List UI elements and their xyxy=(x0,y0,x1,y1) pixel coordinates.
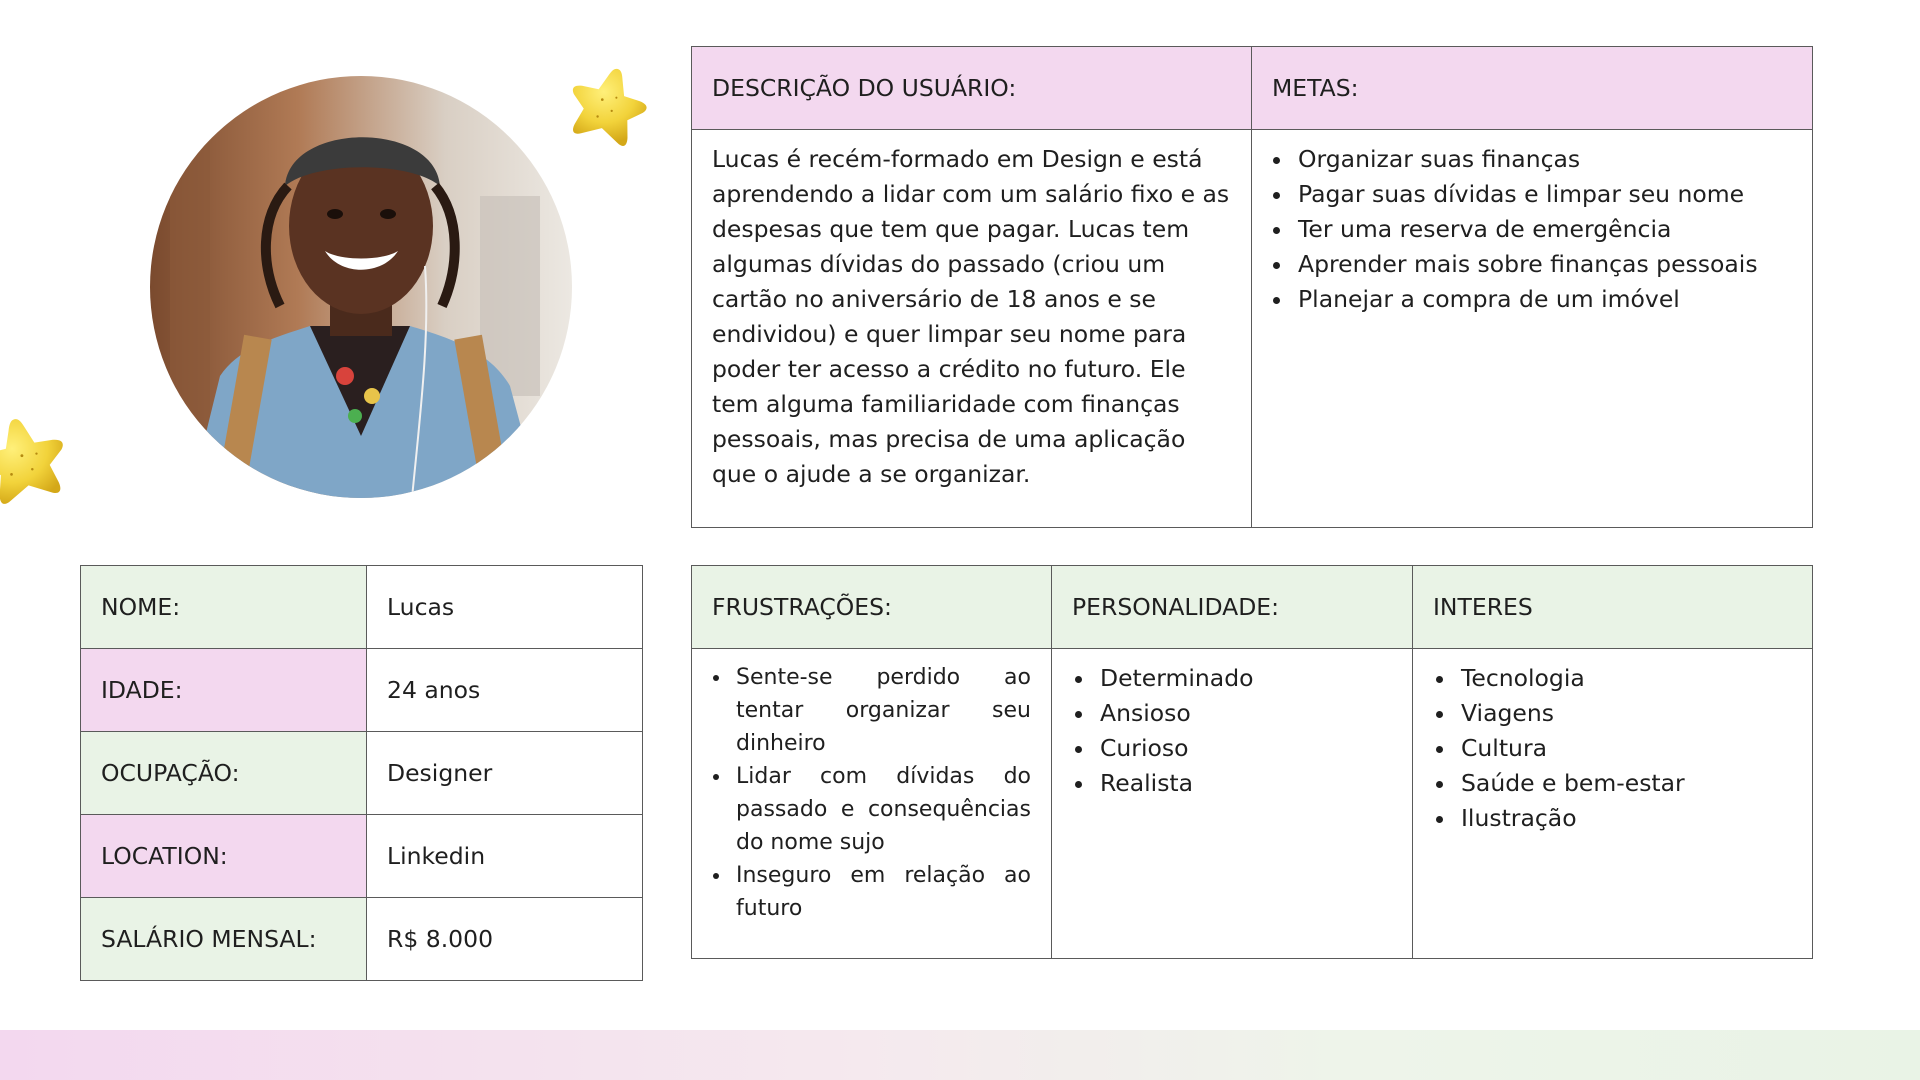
frustrations-cell xyxy=(692,649,1052,959)
goals-header: METAS: xyxy=(1252,47,1813,130)
occupation-value: Designer xyxy=(367,732,643,815)
age-label: IDADE: xyxy=(81,649,367,732)
profile-row-salary xyxy=(81,898,643,981)
profile-row-name xyxy=(81,566,643,649)
interests-cell xyxy=(1413,649,1813,959)
personality-item: • Ansioso xyxy=(1096,696,1392,731)
goal-item: • Planejar a compra de um imóvel xyxy=(1294,282,1792,317)
profile-row-age xyxy=(81,649,643,732)
age-value: 24 anos xyxy=(367,649,643,732)
interests-list xyxy=(1457,661,1792,836)
frustration-item: • Lidar com dívidas do passado e consequências do nome sujo xyxy=(732,760,1031,859)
name-value: Lucas xyxy=(367,566,643,649)
interest-item: • Ilustração xyxy=(1457,801,1792,836)
goal-item: • Organizar suas finanças xyxy=(1294,142,1792,177)
name-label: NOME: xyxy=(81,566,367,649)
star-icon xyxy=(0,412,76,516)
goal-item: • Aprender mais sobre finanças pessoais xyxy=(1294,247,1792,282)
salary-value: R$ 8.000 xyxy=(367,898,643,981)
user-photo xyxy=(150,76,572,498)
personality-item: • Realista xyxy=(1096,766,1392,801)
location-value: Linkedin xyxy=(367,815,643,898)
profile-table xyxy=(80,565,643,981)
occupation-label: OCUPAÇÃO: xyxy=(81,732,367,815)
goals-cell xyxy=(1252,130,1813,528)
traits-table xyxy=(691,565,1813,959)
salary-label: SALÁRIO MENSAL: xyxy=(81,898,367,981)
frustration-item: • Sente-se perdido ao tentar organizar seu dinheiro xyxy=(732,661,1031,760)
star-icon xyxy=(560,62,654,156)
frustration-item: • Inseguro em relação ao futuro xyxy=(732,859,1031,925)
personality-item: • Curioso xyxy=(1096,731,1392,766)
description-header: DESCRIÇÃO DO USUÁRIO: xyxy=(692,47,1252,130)
personality-list xyxy=(1096,661,1392,801)
goal-item: • Pagar suas dívidas e limpar seu nome xyxy=(1294,177,1792,212)
profile-row-location xyxy=(81,815,643,898)
description-text: Lucas é recém-formado em Design e está aprendendo a lidar com um salário fixo e as despesas que tem que pagar. Lucas tem algumas dívidas do passado (criou um cartão no aniversário de 18 anos e se endividou) e quer limpar seu nome para poder ter acesso a crédito no futuro. Ele tem alguma familiaridade com finanças pessoais, mas precisa de uma aplicação que o ajude a se organizar. xyxy=(692,130,1252,528)
interest-item: • Tecnologia xyxy=(1457,661,1792,696)
interest-item: • Saúde e bem-estar xyxy=(1457,766,1792,801)
personality-item: • Determinado xyxy=(1096,661,1392,696)
interest-item: • Viagens xyxy=(1457,696,1792,731)
goal-item: • Ter uma reserva de emergência xyxy=(1294,212,1792,247)
description-goals-table xyxy=(691,46,1813,528)
interests-header: INTERES xyxy=(1413,566,1813,649)
interest-item: • Cultura xyxy=(1457,731,1792,766)
profile-row-occupation xyxy=(81,732,643,815)
goals-list xyxy=(1272,142,1792,317)
personality-header: PERSONALIDADE: xyxy=(1052,566,1413,649)
footer-band xyxy=(0,1030,1920,1080)
location-label: LOCATION: xyxy=(81,815,367,898)
frustrations-list xyxy=(732,661,1031,925)
personality-cell xyxy=(1052,649,1413,959)
frustrations-header: FRUSTRAÇÕES: xyxy=(692,566,1052,649)
